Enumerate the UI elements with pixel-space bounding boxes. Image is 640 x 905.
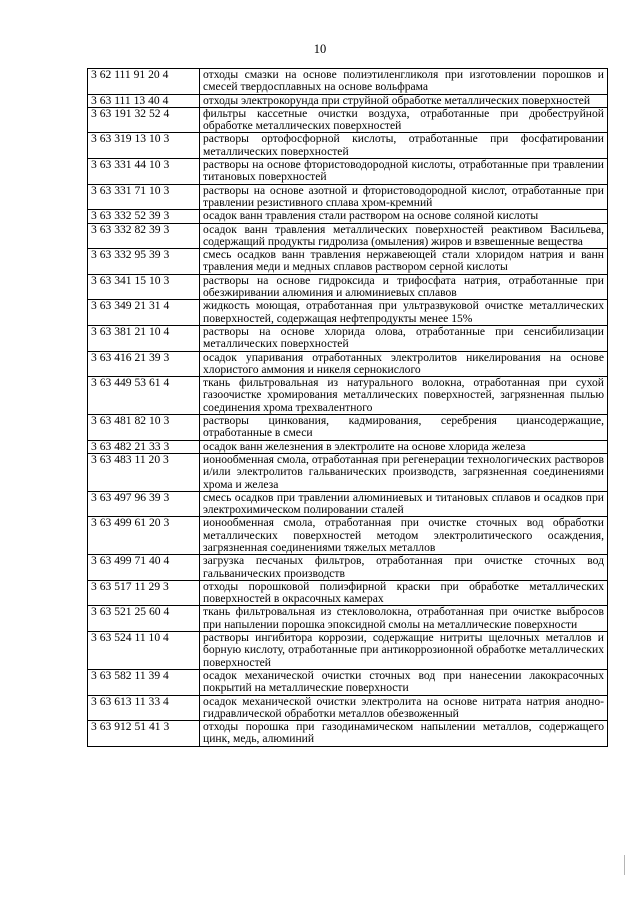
waste-description-cell: осадок ванн травления стали раствором на основе соляной кислоты bbox=[200, 210, 608, 223]
waste-code-cell: 3 63 111 13 40 4 bbox=[88, 94, 200, 107]
table-row bbox=[88, 453, 608, 491]
table-row bbox=[88, 159, 608, 185]
waste-code-cell: 3 63 497 96 39 3 bbox=[88, 491, 200, 517]
waste-code-cell: 3 63 332 95 39 3 bbox=[88, 249, 200, 275]
waste-description-cell: растворы на основе гидроксида и трифосфата натрия, отработанные при обезжиривании алюминия и алюминиевых сплавов bbox=[200, 274, 608, 300]
table-row bbox=[88, 351, 608, 377]
table-row bbox=[88, 580, 608, 606]
table-row bbox=[88, 300, 608, 326]
waste-description-cell: смесь осадков при травлении алюминиевых и титановых сплавов и осадков при электрохимическом полировании сталей bbox=[200, 491, 608, 517]
table-row bbox=[88, 606, 608, 632]
waste-description-cell: растворы ортофосфорной кислоты, отработанные при фосфатировании металлических поверхностей bbox=[200, 133, 608, 159]
waste-description-cell: осадок упаривания отработанных электролитов никелирования на основе хлористого аммония и никеля сернокислого bbox=[200, 351, 608, 377]
waste-code-cell: 3 63 481 82 10 3 bbox=[88, 415, 200, 441]
waste-code-cell: 3 63 191 32 52 4 bbox=[88, 107, 200, 133]
waste-code-cell: 3 63 341 15 10 3 bbox=[88, 274, 200, 300]
table-row bbox=[88, 377, 608, 415]
waste-code-cell: 3 63 332 82 39 3 bbox=[88, 223, 200, 249]
waste-description-cell: растворы ингибитора коррозии, содержащие нитриты щелочных металлов и борную кислоту, отработанные при антикоррозионной обработке металлических поверхностей bbox=[200, 632, 608, 670]
waste-description-cell: загрузка песчаных фильтров, отработанная при очистке сточных вод гальванических производств bbox=[200, 555, 608, 581]
waste-code-cell: 3 63 482 21 33 3 bbox=[88, 440, 200, 453]
waste-description-cell: осадок ванн травления металлических поверхностей реактивом Васильева, содержащий продукты гидролиза (омыления) жиров и взвешенные вещества bbox=[200, 223, 608, 249]
waste-code-cell: 3 63 416 21 39 3 bbox=[88, 351, 200, 377]
table-row bbox=[88, 210, 608, 223]
waste-description-cell: смесь осадков ванн травления нержавеющей стали хлоридом натрия и ванн травления меди и медных сплавов раствором серной кислоты bbox=[200, 249, 608, 275]
waste-code-cell: 3 63 613 11 33 4 bbox=[88, 695, 200, 721]
waste-description-cell: растворы цинкования, кадмирования, серебрения циансодержащие, отработанные в смеси bbox=[200, 415, 608, 441]
table-row bbox=[88, 415, 608, 441]
waste-code-cell: 3 63 331 71 10 3 bbox=[88, 184, 200, 210]
table-row bbox=[88, 249, 608, 275]
table-row bbox=[88, 94, 608, 107]
waste-description-cell: ткань фильтровальная из натурального волокна, отработанная при сухой газоочистке хромирования металлических поверхностей, загрязненная пылью соединения хрома трехвалентного bbox=[200, 377, 608, 415]
waste-code-cell: 3 63 381 21 10 4 bbox=[88, 325, 200, 351]
waste-code-cell: 3 63 483 11 20 3 bbox=[88, 453, 200, 491]
table-row bbox=[88, 491, 608, 517]
table-row bbox=[88, 517, 608, 555]
waste-description-cell: отходы электрокорунда при струйной обработке металлических поверхностей bbox=[200, 94, 608, 107]
table-row bbox=[88, 669, 608, 695]
table-row bbox=[88, 69, 608, 95]
table-row bbox=[88, 695, 608, 721]
waste-description-cell: отходы смазки на основе полиэтиленгликоля при изготовлении порошков и смесей твердосплавных на основе вольфрама bbox=[200, 69, 608, 95]
waste-codes-table bbox=[87, 68, 608, 747]
table-row bbox=[88, 325, 608, 351]
waste-description-cell: растворы на основе хлорида олова, отработанные при сенсибилизации металлических поверхностей bbox=[200, 325, 608, 351]
waste-code-cell: 3 63 332 52 39 3 bbox=[88, 210, 200, 223]
waste-description-cell: ткань фильтровальная из стекловолокна, отработанная при очистке выбросов при напылении порошка эпоксидной смолы на металлические поверхности bbox=[200, 606, 608, 632]
page-number: 10 bbox=[313, 42, 327, 56]
table-row bbox=[88, 440, 608, 453]
table-row bbox=[88, 133, 608, 159]
waste-description-cell: растворы на основе фтористоводородной кислоты, отработанные при травлении титановых поверхностей bbox=[200, 159, 608, 185]
waste-code-cell: 3 63 499 61 20 3 bbox=[88, 517, 200, 555]
waste-description-cell: растворы на основе азотной и фтористоводородной кислот, отработанные при травлении резистивного сплава хром-кремний bbox=[200, 184, 608, 210]
scan-edge-mark bbox=[624, 855, 625, 875]
waste-description-cell: отходы порошковой полиэфирной краски при обработке металлических поверхностей в окрасочных камерах bbox=[200, 580, 608, 606]
waste-description-cell: отходы порошка при газодинамическом напылении металлов, содержащего цинк, медь, алюминий bbox=[200, 721, 608, 747]
waste-code-cell: 3 63 912 51 41 3 bbox=[88, 721, 200, 747]
waste-description-cell: жидкость моющая, отработанная при ультразвуковой очистке металлических поверхностей, содержащая нефтепродукты менее 15% bbox=[200, 300, 608, 326]
waste-description-cell: фильтры кассетные очистки воздуха, отработанные при дробеструйной обработке металлических поверхностей bbox=[200, 107, 608, 133]
table-row bbox=[88, 107, 608, 133]
table-row bbox=[88, 223, 608, 249]
waste-code-cell: 3 63 582 11 39 4 bbox=[88, 669, 200, 695]
waste-description-cell: осадок механической очистки электролита на основе нитрата натрия анодно-гидравлической обработки металлов обезвоженный bbox=[200, 695, 608, 721]
waste-description-cell: ионообменная смола, отработанная при очистке сточных вод обработки металлических поверхностей методом электролитического осаждения, загрязненная соединениями тяжелых металлов bbox=[200, 517, 608, 555]
table-row bbox=[88, 721, 608, 747]
waste-code-cell: 3 63 499 71 40 4 bbox=[88, 555, 200, 581]
waste-code-cell: 3 63 517 11 29 3 bbox=[88, 580, 200, 606]
waste-code-cell: 3 63 449 53 61 4 bbox=[88, 377, 200, 415]
table-row bbox=[88, 632, 608, 670]
waste-code-cell: 3 63 524 11 10 4 bbox=[88, 632, 200, 670]
table-row bbox=[88, 274, 608, 300]
waste-code-cell: 3 62 111 91 20 4 bbox=[88, 69, 200, 95]
waste-code-cell: 3 63 319 13 10 3 bbox=[88, 133, 200, 159]
waste-description-cell: осадок ванн железнения в электролите на основе хлорида железа bbox=[200, 440, 608, 453]
waste-description-cell: осадок механической очистки сточных вод при нанесении лакокрасочных покрытий на металлические поверхности bbox=[200, 669, 608, 695]
waste-code-cell: 3 63 521 25 60 4 bbox=[88, 606, 200, 632]
table-row bbox=[88, 555, 608, 581]
table-row bbox=[88, 184, 608, 210]
waste-code-cell: 3 63 331 44 10 3 bbox=[88, 159, 200, 185]
waste-codes-table-body bbox=[88, 69, 608, 747]
waste-description-cell: ионообменная смола, отработанная при регенерации технологических растворов и/или электролитов гальванических производств, загрязненная соединениями хрома и железа bbox=[200, 453, 608, 491]
waste-code-cell: 3 63 349 21 31 4 bbox=[88, 300, 200, 326]
